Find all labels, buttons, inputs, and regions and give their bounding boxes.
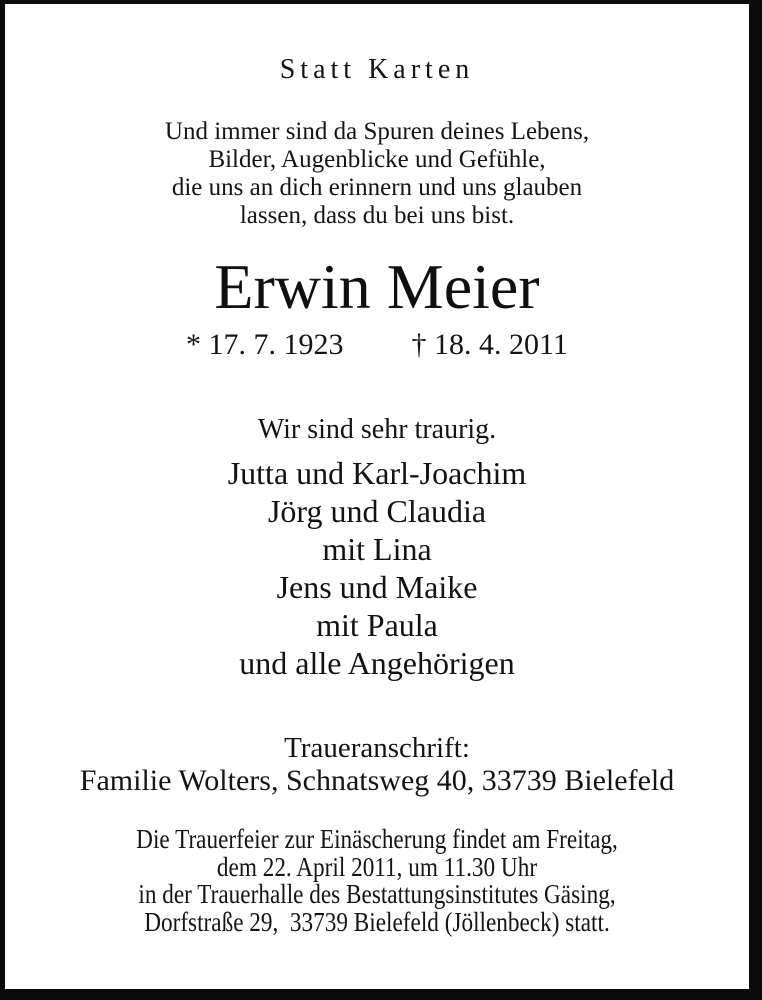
funeral-line: dem 22. April 2011, um 11.30 Uhr [216, 851, 538, 882]
obituary-card [5, 4, 749, 989]
mourner-line: mit Lina [322, 531, 432, 567]
mourner-line: mit Paula [316, 607, 438, 643]
funeral-details [57, 826, 697, 936]
mourners-list [5, 454, 749, 682]
mourner-line: Jens und Maike [276, 569, 478, 605]
mourner-line: Jutta und Karl-Joachim [227, 455, 527, 491]
statt-karten-header: Statt Karten [279, 54, 475, 85]
poem-line: die uns an dich erinnern und uns glauben [171, 174, 583, 201]
funeral-line: in der Trauerhalle des Bestattungsinstitutes Gäsing, [138, 879, 616, 909]
mourning-address: Familie Wolters, Schnatsweg 40, 33739 Bielefeld [79, 764, 675, 797]
poem-line: Bilder, Augenblicke und Gefühle, [208, 146, 546, 173]
mourner-line: Jörg und Claudia [267, 493, 487, 529]
poem-line: lassen, dass du bei uns bist. [239, 202, 515, 229]
funeral-line: Die Trauerfeier zur Einäscherung findet am Freitag, [136, 824, 618, 854]
death-date: † 18. 4. 2011 [411, 328, 568, 361]
mourner-line: und alle Angehörigen [239, 645, 515, 681]
deceased-name: Erwin Meier [214, 251, 540, 322]
poem-line: Und immer sind da Spuren deines Lebens, [164, 118, 590, 145]
funeral-line: Dorfstraße 29, 33739 Bielefeld (Jöllenbeck) statt. [144, 906, 610, 937]
grief-statement: Wir sind sehr traurig. [257, 414, 497, 445]
mourning-address-label: Traueranschrift: [284, 732, 470, 764]
memorial-poem [5, 118, 749, 230]
life-dates [5, 328, 749, 362]
birth-date: * 17. 7. 1923 [186, 328, 344, 361]
